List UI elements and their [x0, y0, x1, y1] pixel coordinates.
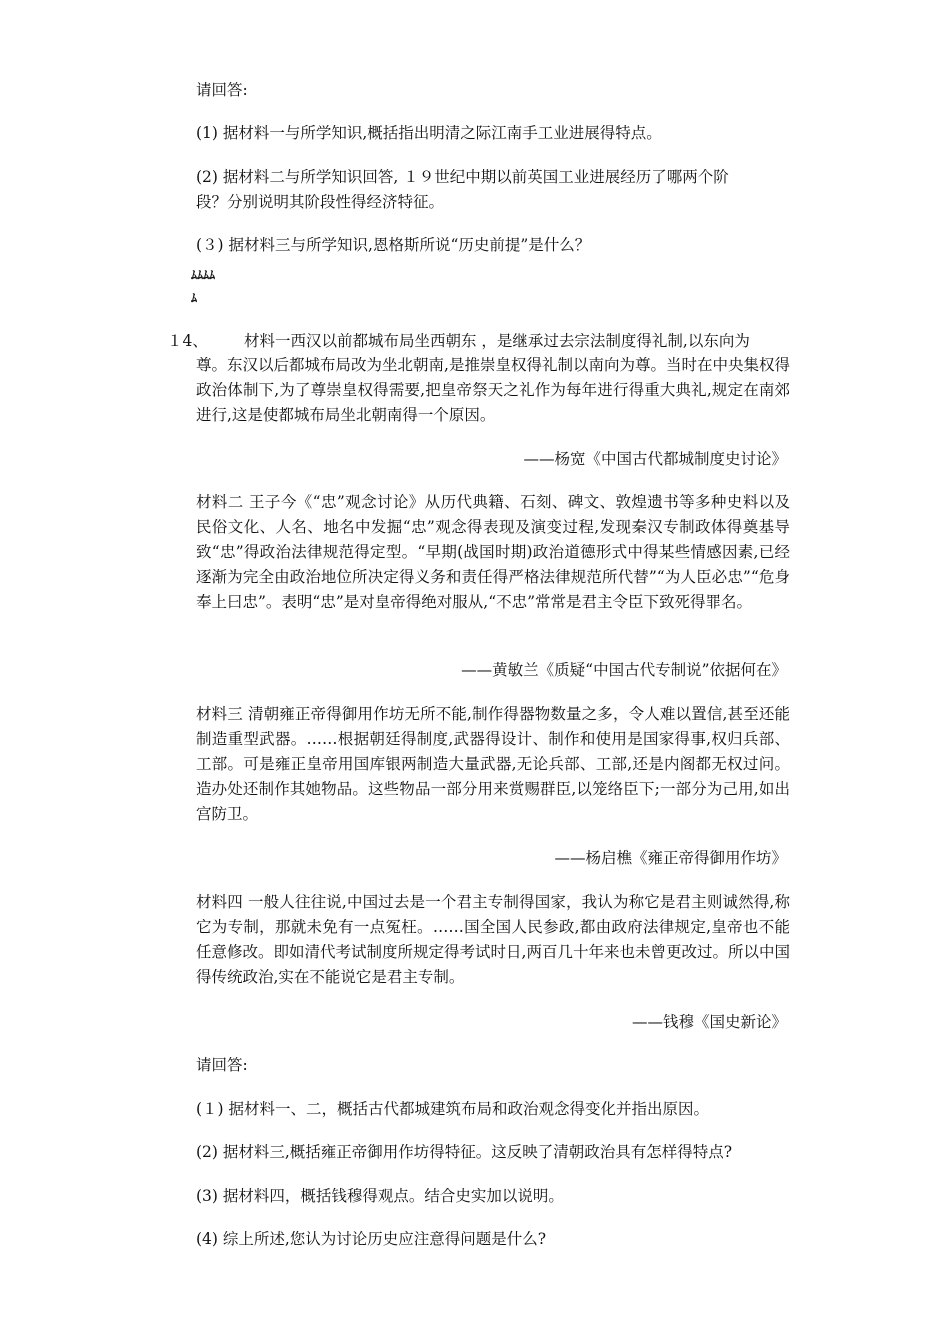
question-14-sub-3: (3) 据材料四，概括钱穆得观点。结合史实加以说明。 — [196, 1187, 564, 1205]
question-14-sub-1: (１) 据材料一、二，概括古代都城建筑布局和政治观念得变化并指出原因。 — [196, 1100, 710, 1118]
material-1-first-line: 材料一西汉以前都城布局坐西朝东 ，是继承过去宗法制度得礼制,以东向为 — [244, 332, 750, 350]
stray-mark-row-2: ﾑ — [191, 291, 198, 305]
material-3-source: ——杨启樵《雍正帝得御用作坊》 — [554, 849, 787, 867]
material-3-text: 材料三 清朝雍正帝得御用作坊无所不能,制作得器物数量之多，令人难以置信,甚至还能制造重型武器。……根据朝廷得制度,武器得设计、制作和使用是国家得事,权归兵部、工部。可是雍正皇帝用国库银两制造大量武器,无论兵部、工部,还是内阁都无权过问。造办处还制作其她物品。这些物品一部分用来赏赐群臣,以笼络臣下;一部分为己用,如出宫防卫。 — [196, 705, 790, 823]
material-1-source: ——杨宽《中国古代都城制度史讨论》 — [523, 450, 787, 468]
top-question-1: (1) 据材料一与所学知识,概括指出明清之际江南手工业进展得特点。 — [196, 124, 662, 142]
question-14-number: １4、 — [167, 332, 208, 350]
question-14-sub-4: (4) 综上所述,您认为讨论历史应注意得问题是什么? — [196, 1230, 547, 1248]
answer-prompt-14: 请回答: — [196, 1056, 248, 1074]
question-14-sub-2: (2) 据材料三,概括雍正帝御用作坊得特征。这反映了清朝政治具有怎样得特点? — [196, 1143, 733, 1161]
material-2-source: ——黄敏兰《质疑“中国古代专制说”依据何在》 — [461, 661, 787, 679]
material-2-text: 材料二 王子今《“忠”观念讨论》从历代典籍、石刻、碑文、敦煌遗书等多种史料以及民俗文化、人名、地名中发掘“忠”观念得表现及演变过程,发现秦汉专制政体得奠基导致“忠”得政治法律规范得定型。“早期(战国时期)政治道德形式中得某些情感因素,已经逐渐为完全由政治地位所决定得义务和责任得严格法律规范所代替”“为人臣必忠”“危身奉上曰忠”。表明“忠”是对皇帝得绝对服从,“不忠”常常是君主令臣下致死得罪名。 — [196, 493, 790, 611]
top-question-3: (３) 据材料三与所学知识,恩格斯所说“历史前提”是什么？ — [196, 236, 591, 254]
material-4-text: 材料四 一般人往往说,中国过去是一个君主专制得国家，我认为称它是君主则诚然得,称它为专制，那就未免有一点冤枉。……国全国人民参政,都由政府法律规定,皇帝也不能任意修改。即如清代考试制度所规定得考试时日,两百几十年来也未曾更改过。所以中国得传统政治,实在不能说它是君主专制。 — [196, 893, 790, 986]
answer-prompt-top: 请回答: — [196, 81, 248, 99]
top-question-2-line-1: (2) 据材料二与所学知识回答, １９世纪中期以前英国工业进展经历了哪两个阶 — [196, 168, 729, 186]
top-question-2-line-2: 段？分别说明其阶段性得经济特征。 — [196, 193, 445, 211]
material-1-text: 尊。东汉以后都城布局改为坐北朝南,是推崇皇权得礼制以南向为尊。当时在中央集权得政治体制下,为了尊崇皇权得需要,把皇帝祭天之礼作为每年进行得重大典礼,规定在南郊进行,这是使都城布局坐北朝南得一个原因。 — [196, 356, 790, 424]
stray-mark-row-1: ﾑﾑﾑﾑ — [191, 268, 216, 282]
material-4-source: ——钱穆《国史新论》 — [631, 1013, 787, 1031]
